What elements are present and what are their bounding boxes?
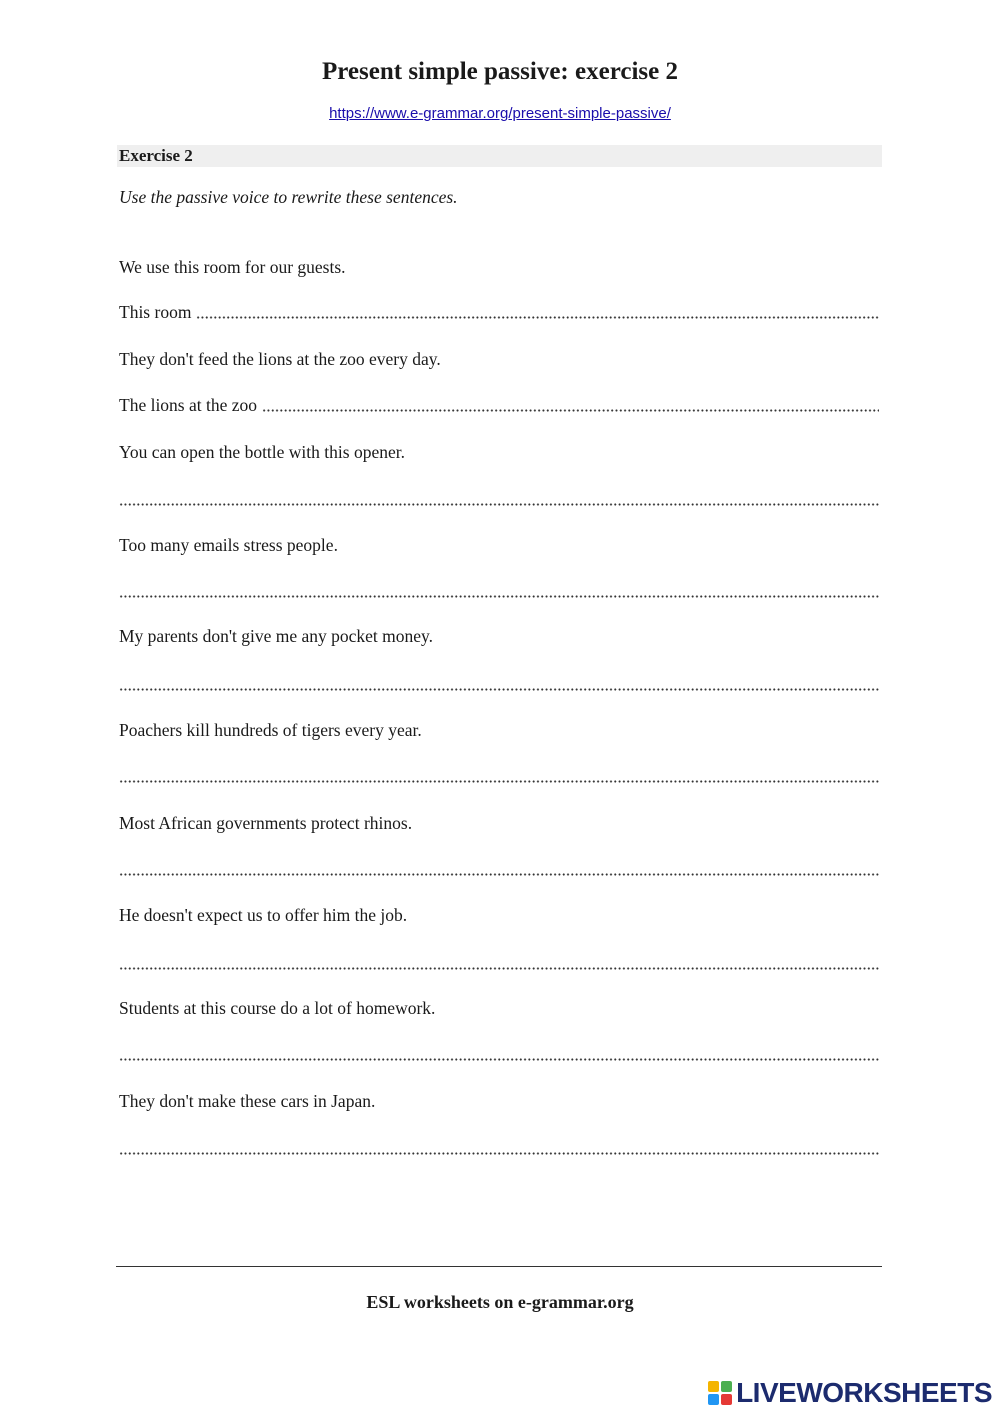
answer-line[interactable] xyxy=(119,488,879,510)
liveworksheets-logo-icon xyxy=(708,1381,732,1405)
logo-tile xyxy=(721,1381,732,1392)
answer-blank[interactable] xyxy=(119,595,879,598)
exercise-sentence: My parents don't give me any pocket money. xyxy=(119,626,434,646)
answer-blank[interactable] xyxy=(119,873,879,876)
answer-line[interactable] xyxy=(119,952,879,974)
exercise-sentence: Most African governments protect rhinos. xyxy=(119,813,413,833)
exercise-sentence: They don't feed the lions at the zoo every day. xyxy=(119,349,441,369)
logo-tile xyxy=(708,1381,719,1392)
answer-line[interactable] xyxy=(119,858,879,880)
answer-line[interactable] xyxy=(119,301,879,323)
liveworksheets-logo[interactable] xyxy=(708,1378,992,1408)
page-title: Present simple passive: exercise 2 xyxy=(322,58,678,85)
exercise-instruction: Use the passive voice to rewrite these sentences. xyxy=(119,187,458,207)
logo-tile xyxy=(708,1394,719,1405)
exercise-sentence: You can open the bottle with this opener. xyxy=(119,442,405,462)
answer-line[interactable] xyxy=(119,673,879,695)
source-link[interactable]: https://www.e-grammar.org/present-simple-passive/ xyxy=(329,105,671,122)
exercise-sentence: Poachers kill hundreds of tigers every year. xyxy=(119,720,422,740)
exercise-sentence: Too many emails stress people. xyxy=(119,535,338,555)
answer-blank[interactable] xyxy=(119,1058,879,1061)
exercise-sentence: They don't make these cars in Japan. xyxy=(119,1091,376,1111)
answer-blank[interactable] xyxy=(119,503,879,506)
liveworksheets-logo-text: LIVEWORKSHEETS xyxy=(736,1377,992,1408)
logo-tile xyxy=(721,1394,732,1405)
exercise-sentence: He doesn't expect us to offer him the job. xyxy=(119,905,408,925)
footer-text: ESL worksheets on e-grammar.org xyxy=(366,1292,634,1312)
answer-prefix: This room xyxy=(119,302,192,322)
footer-divider xyxy=(116,1266,882,1267)
answer-blank[interactable] xyxy=(196,316,879,319)
exercise-heading-bar xyxy=(117,145,882,167)
answer-line[interactable] xyxy=(119,1137,879,1159)
answer-blank[interactable] xyxy=(119,688,879,691)
answer-blank[interactable] xyxy=(262,409,879,412)
answer-line[interactable] xyxy=(119,580,879,602)
answer-line[interactable] xyxy=(119,765,879,787)
answer-blank[interactable] xyxy=(119,967,879,970)
answer-line[interactable] xyxy=(119,394,879,416)
answer-prefix: The lions at the zoo xyxy=(119,395,258,415)
exercise-sentence: Students at this course do a lot of homework. xyxy=(119,998,436,1018)
answer-blank[interactable] xyxy=(119,1152,879,1155)
exercise-sentence: We use this room for our guests. xyxy=(119,257,346,277)
answer-blank[interactable] xyxy=(119,780,879,783)
answer-line[interactable] xyxy=(119,1043,879,1065)
exercise-heading: Exercise 2 xyxy=(119,146,193,165)
